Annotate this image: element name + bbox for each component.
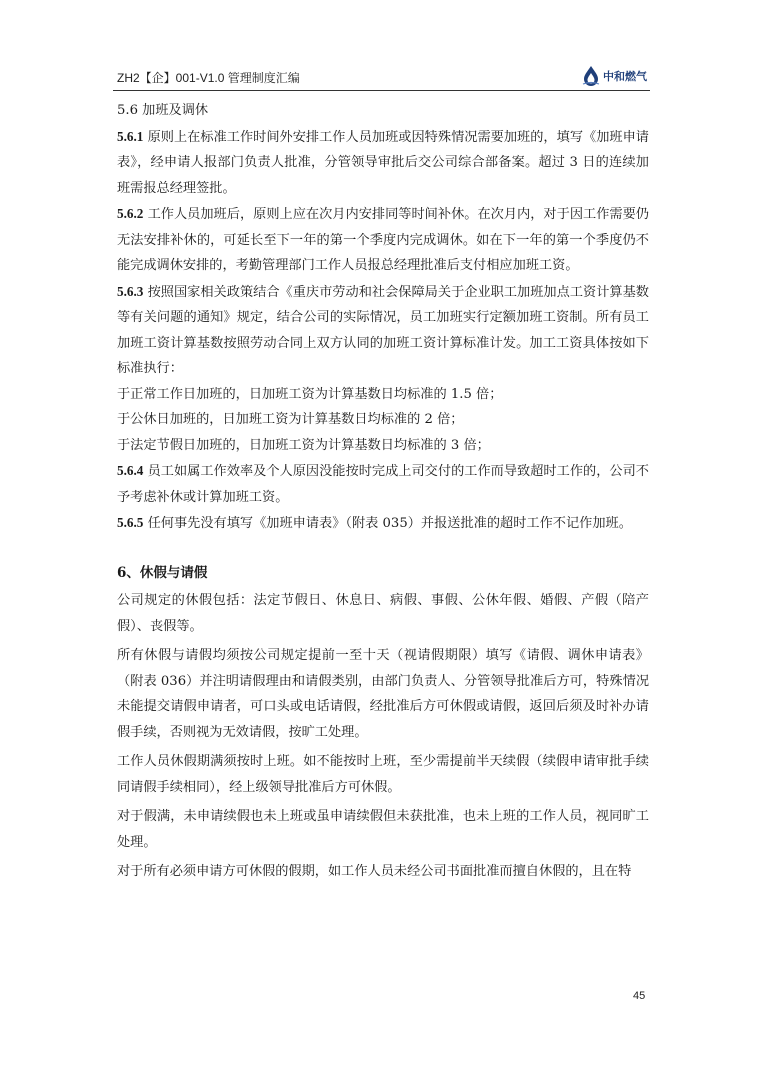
clause-number: 5.6.1 [117,128,144,144]
company-logo [582,64,647,88]
clause-5-6-2 [117,201,649,279]
clause-text: 按照国家相关政策结合《重庆市劳动和社会保障局关于企业职工加班加点工资计算基数等有关问题的通知》规定，结合公司的实际情况，员工加班实行定额加班工资制。所有员工加班工资计算基数按照劳动合同上双方认同的加班工资计算标准计发。加工工资具体按如下标准执行： [117,284,649,376]
rate-normal-workday: 于正常工作日加班的，日加班工资为计算基数日均标准的 1.5 倍； [117,386,503,402]
paragraph-absence: 对于假满，未申请续假也未上班或虽申请续假但未获批准，也未上班的工作人员，视同旷工处理。 [117,809,649,850]
clause-5-6-3 [117,279,649,382]
document-body [117,98,649,885]
page-number: 45 [633,990,646,1002]
clause-text: 原则上在标准工作时间外安排工作人员加班或因特殊情况需要加班的，填写《加班申请表》，经申请人报部门负责人批准，分管领导审批后交公司综合部备案。超过 3 日的连续加班需报总经理签批。 [117,129,649,196]
header-title: ZH2【企】001-V1.0 管理制度汇编 [117,71,300,85]
clause-5-6-4 [117,458,649,510]
clause-text: 工作人员加班后，原则上应在次月内安排同等时间补休。在次月内，对于因工作需要仍无法安排补休的，可延长至下一年的第一个季度内完成调休。如在下一年的第一个季度仍不能完成调休安排的，考勤管理部门工作人员报总经理批准后支付相应加班工资。 [117,207,649,273]
page-header [117,64,647,90]
paragraph-leave-procedure: 所有休假与请假均须按公司规定提前一至十天（视请假期限）填写《请假、调休申请表》（附表 036）并注明请假理由和请假类别，由部门负责人、分管领导批准后方可，特殊情况未能提交请假申请者，可口头或电话请假，经批准后方可休假或请假，返回后须及时补办请假手续，否则视为无效请假，按旷工处理。 [117,648,649,740]
flame-drop-icon [582,65,600,87]
paragraph-return-to-work: 工作人员休假期满须按时上班。如不能按时上班，至少需提前半天续假（续假申请审批手续同请假手续相同），经上级领导批准后方可休假。 [117,754,649,795]
clause-number: 5.6.3 [117,283,144,299]
logo-text: 中和燃气 [603,70,647,83]
clause-number: 5.6.2 [117,206,144,221]
clause-text: 任何事先没有填写《加班申请表》（附表 035）并报送批准的超时工作不记作加班。 [143,516,632,531]
paragraph-unauthorized-leave: 对于所有必须申请方可休假的假期，如工作人员未经公司书面批准而擅自休假的，且在特 [117,864,632,879]
paragraph-leave-types: 公司规定的休假包括：法定节假日、休息日、病假、事假、公休年假、婚假、产假（陪产假）、丧假等。 [117,593,649,634]
clause-number: 5.6.4 [117,463,144,478]
clause-number: 5.6.5 [117,515,144,530]
rate-rest-day: 于公休日加班的，日加班工资为计算基数日均标准的 2 倍； [117,412,464,427]
clause-5-6-5 [117,510,649,537]
clause-text: 员工如属工作效率及个人原因没能按时完成上司交付的工作而导致超时工作的，公司不予考虑补休或计算加班工资。 [117,464,649,505]
clause-5-6-1 [117,124,649,202]
section-5-6-title: 5.6 加班及调休 [117,103,209,118]
section-6-title: 6、休假与请假 [117,564,208,581]
rate-legal-holiday: 于法定节假日加班的，日加班工资为计算基数日均标准的 3 倍； [117,437,490,453]
header-divider [113,90,650,91]
